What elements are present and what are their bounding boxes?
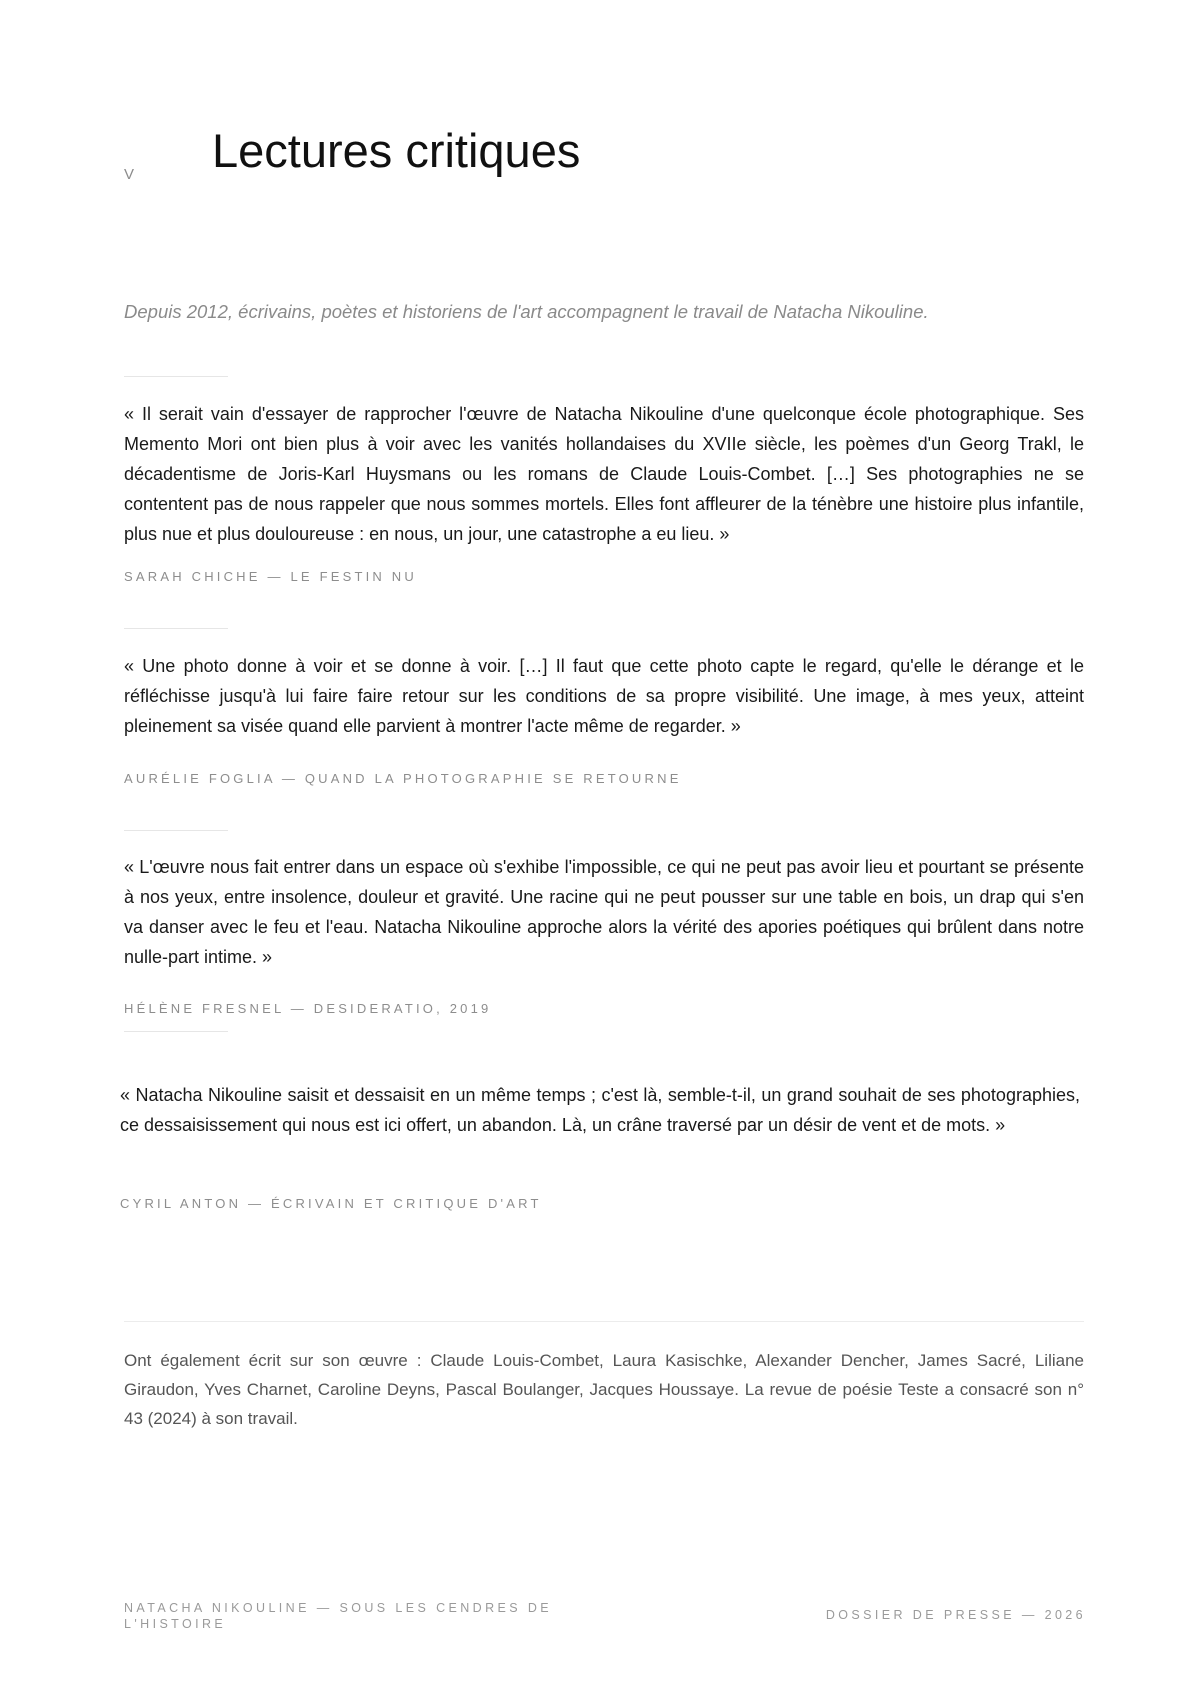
quote-attribution: AURÉLIE FOGLIA — QUAND LA PHOTOGRAPHIE SE RETOURNE xyxy=(124,771,682,786)
footer-left: NATACHA NIKOULINE — SOUS LES CENDRES DE L'HISTOIRE xyxy=(124,1601,553,1631)
quote-text: « Il serait vain d'essayer de rapprocher l'œuvre de Natacha Nikouline d'une quelconque école photographique. Ses Memento Mori ont bien plus à voir avec les vanités hollandaises du XVIIe siècle, les poèmes d'un Georg Trakl, le décadentisme de Joris-Karl Huysmans ou les romans de Claude Louis-Combet. […] Ses photographies ne se contentent pas de nous rappeler que nous sommes mortels. Elles font affleurer de la ténèbre une histoire plus infantile, plus nue et plus douloureuse : en nous, un jour, une catastrophe a eu lieu. » xyxy=(124,404,1084,544)
quote-attribution: CYRIL ANTON — ÉCRIVAIN ET CRITIQUE D'ART xyxy=(120,1196,542,1211)
section-number: V xyxy=(124,166,136,183)
quote-text: « Natacha Nikouline saisit et dessaisit en un même temps ; c'est là, semble-t-il, un grand souhait de ses photographies, ce dessaisissement qui nous est ici offert, un abandon. Là, un crâne traversé par un désir de vent et de mots. » xyxy=(120,1085,1080,1135)
quote-text: « Une photo donne à voir et se donne à voir. […] Il faut que cette photo capte le regard, qu'elle le dérange et le réfléchisse jusqu'à lui faire faire retour sur les conditions de sa propre visibilité. Une image, à mes yeux, atteint pleinement sa visée quand elle parvient à montrer l'acte même de regarder. » xyxy=(124,656,1084,736)
quote-attribution: SARAH CHICHE — LE FESTIN NU xyxy=(124,569,417,584)
also-written-text: Ont également écrit sur son œuvre : Claude Louis-Combet, Laura Kasischke, Alexander Dencher, James Sacré, Liliane Giraudon, Yves Charnet, Caroline Deyns, Pascal Boulanger, Jacques Houssaye. La revue de poésie Teste a consacré son n° 43 (2024) à son travail. xyxy=(124,1351,1084,1428)
footer-right: DOSSIER DE PRESSE — 2026 xyxy=(825,1608,1086,1622)
divider xyxy=(124,376,228,377)
divider xyxy=(124,1031,228,1032)
page-title: Lectures critiques xyxy=(212,124,581,177)
divider xyxy=(124,830,228,831)
divider xyxy=(124,628,228,629)
intro-text: Depuis 2012, écrivains, poètes et historiens de l'art accompagnent le travail de Natacha Nikouline. xyxy=(124,301,929,322)
quote-text: « L'œuvre nous fait entrer dans un espace où s'exhibe l'impossible, ce qui ne peut pas avoir lieu et pourtant se présente à nos yeux, entre insolence, douleur et gravité. Une racine qui ne peut pousser sur une table en bois, un drap qui s'en va danser avec le feu et l'eau. Natacha Nikouline approche alors la vérité des apories poétiques qui brûlent dans notre nulle-part intime. » xyxy=(124,857,1084,967)
divider-long xyxy=(124,1321,1084,1322)
quote-attribution: HÉLÈNE FRESNEL — DESIDERATIO, 2019 xyxy=(124,1001,492,1016)
